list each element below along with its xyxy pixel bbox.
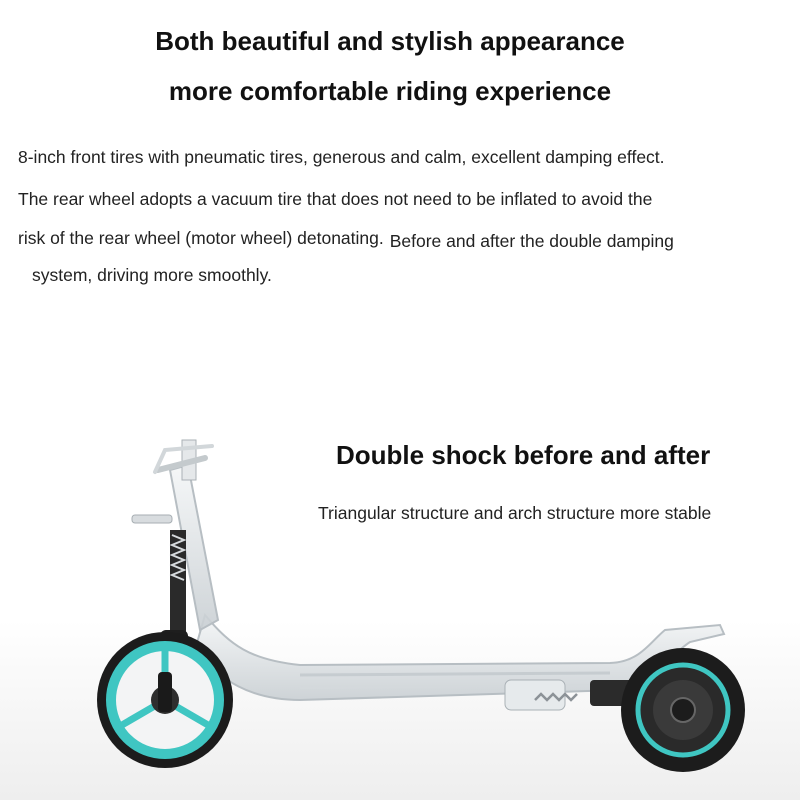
- description-line-4: system, driving more smoothly.: [32, 265, 272, 285]
- description-line-2: The rear wheel adopts a vacuum tire that does not need to be inflated to avoid the: [18, 189, 653, 209]
- front-wheel: [97, 632, 233, 768]
- description-line-3a: risk of the rear wheel (motor wheel) detonating.: [18, 228, 384, 248]
- feature-title: Double shock before and after: [336, 440, 711, 470]
- feature-subtitle: Triangular structure and arch structure more stable: [318, 503, 712, 523]
- scooter-illustration: [0, 380, 800, 800]
- description-line-1: 8-inch front tires with pneumatic tires, generous and calm, excellent damping effect.: [18, 147, 665, 167]
- description-line-3: [18, 228, 798, 249]
- headline-line-2: more comfortable riding experience: [168, 76, 612, 106]
- headline-line-1: Both beautiful and stylish appearance: [155, 26, 625, 56]
- description-line-3b: Before and after the double damping: [389, 231, 674, 251]
- rear-wheel-motor: [621, 648, 745, 772]
